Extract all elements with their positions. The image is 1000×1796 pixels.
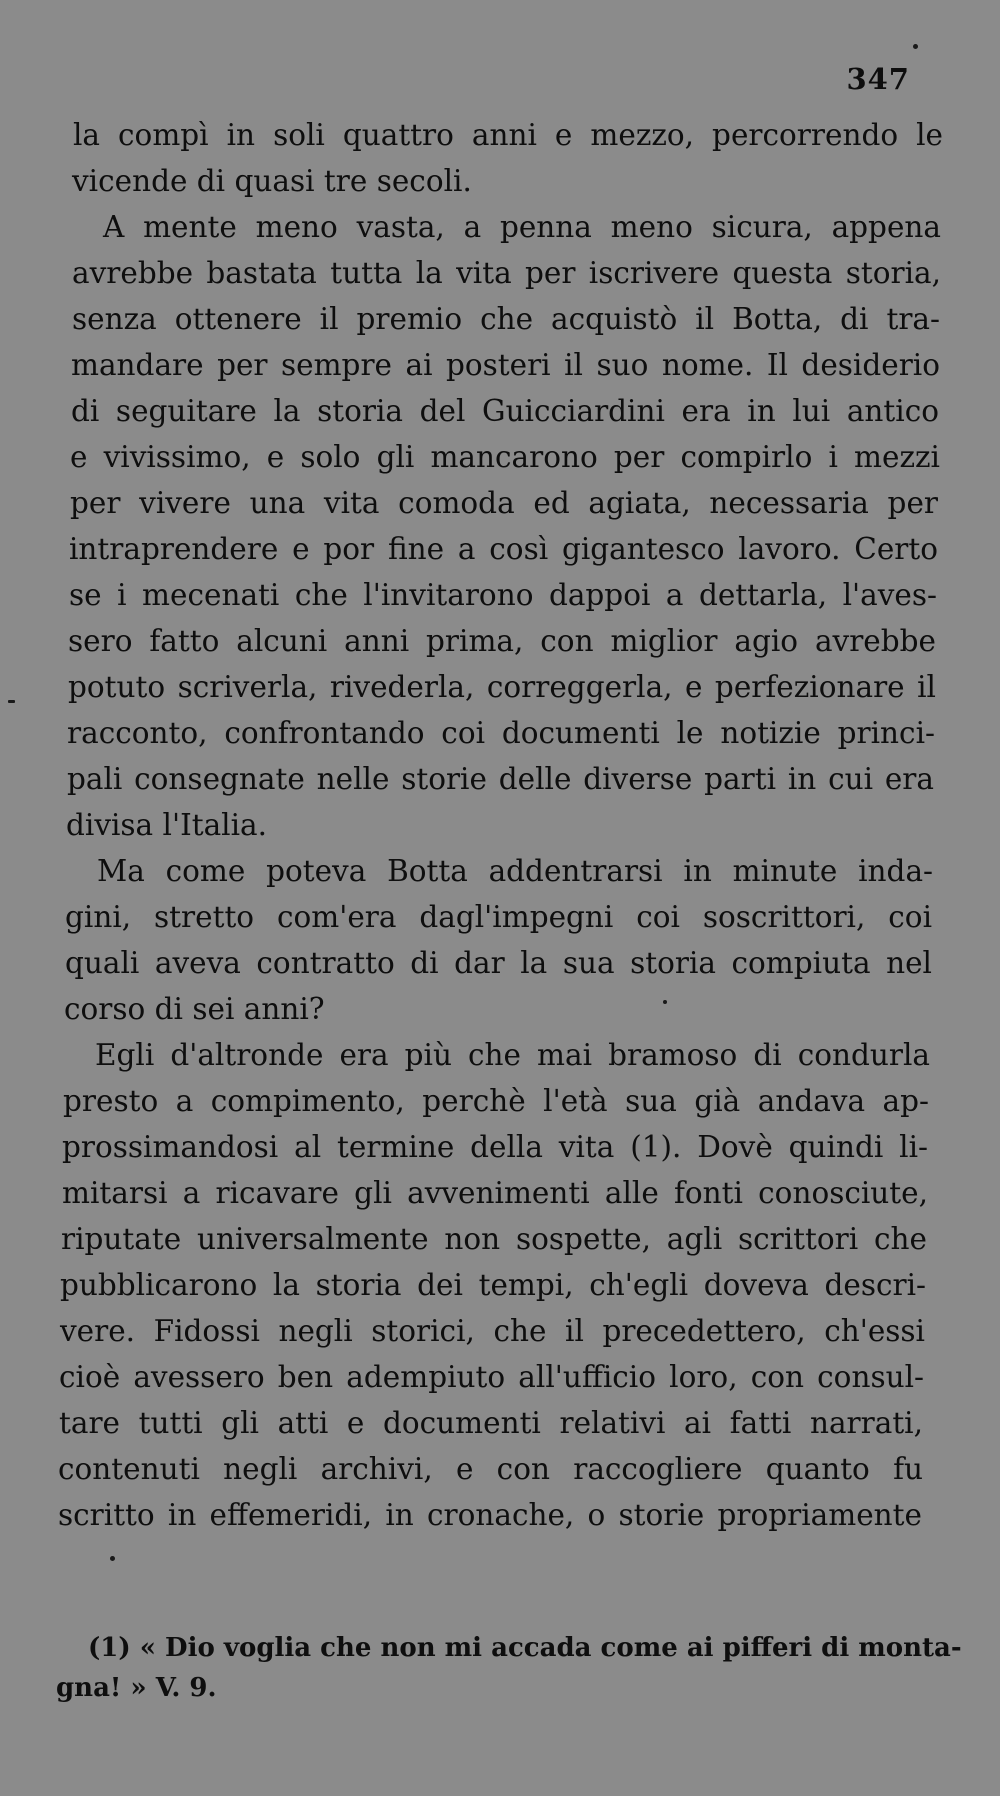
text-line: senza ottenere il premio che acquistò il Botta, di tra- — [72, 302, 940, 336]
text-line: contenuti negli archivi, e con raccogliere quanto fu — [58, 1452, 923, 1486]
text-line: mitarsi a ricavare gli avvenimenti alle fonti conosciute, — [62, 1176, 928, 1210]
text-line: pubblicarono la storia dei tempi, ch'egli doveva descri- — [60, 1268, 926, 1302]
text-line: gini, stretto com'era dagl'impegni coi soscrittori, coi — [65, 900, 932, 934]
text-line: intraprendere e por fine a così gigantesco lavoro. Certo — [69, 532, 938, 566]
page-number: 347 — [846, 62, 910, 96]
text-line: sero fatto alcuni anni prima, con miglior agio avrebbe — [68, 624, 936, 658]
text-line: potuto scriverla, rivederla, correggerla, e perfezionare il — [68, 670, 936, 704]
text-line: per vivere una vita comoda ed agiata, necessaria per — [70, 486, 938, 520]
text-line: corso di sei anni? — [64, 992, 325, 1026]
text-line: tare tutti gli atti e documenti relativi ai fatti narrati, — [59, 1406, 923, 1440]
text-line: se i mecenati che l'invitarono dappoi a dettarla, l'aves- — [69, 578, 937, 612]
text-line: quali aveva contratto di dar la sua storia compiuta nel — [65, 946, 932, 980]
text-line: Egli d'altronde era più che mai bramoso di condurla — [95, 1038, 930, 1072]
text-line: la compì in soli quattro anni e mezzo, percorrendo le — [73, 118, 943, 152]
footnote-line: gna! » V. 9. — [56, 1673, 217, 1703]
ink-speck — [110, 1556, 115, 1561]
text-line: vere. Fidossi negli storici, che il precedettero, ch'essi — [60, 1314, 925, 1348]
text-line: mandare per sempre ai posteri il suo nome. Il desiderio — [71, 348, 940, 382]
text-line: di seguitare la storia del Guicciardini era in lui antico — [71, 394, 939, 428]
text-line: scritto in effemeridi, in cronache, o storie propriamente — [58, 1498, 922, 1532]
text-line: prossimandosi al termine della vita (1). Dovè quindi li- — [62, 1130, 928, 1164]
text-line: e vivissimo, e solo gli mancarono per compirlo i mezzi — [70, 440, 940, 474]
text-line: divisa l'Italia. — [66, 808, 267, 842]
text-line: avrebbe bastata tutta la vita per iscrivere questa storia, — [72, 256, 941, 290]
ink-speck — [8, 700, 15, 703]
text-line: riputate universalmente non sospette, agli scrittori che — [61, 1222, 927, 1256]
ink-speck — [913, 44, 918, 49]
text-line: A mente meno vasta, a penna meno sicura, appena — [103, 210, 941, 244]
text-line: racconto, confrontando coi documenti le notizie princi- — [67, 716, 935, 750]
text-line: pali consegnate nelle storie delle diverse parti in cui era — [67, 762, 934, 796]
footnote-line: (1) « Dio voglia che non mi accada come ai pifferi di monta- — [88, 1633, 962, 1663]
text-line: cioè avessero ben adempiuto all'ufficio loro, con consul- — [59, 1360, 924, 1394]
text-line: presto a compimento, perchè l'età sua già andava ap- — [63, 1084, 929, 1118]
text-line: vicende di quasi tre secoli. — [72, 164, 472, 198]
ink-speck — [663, 1000, 667, 1004]
text-line: Ma come poteva Botta addentrarsi in minute inda- — [97, 854, 933, 888]
